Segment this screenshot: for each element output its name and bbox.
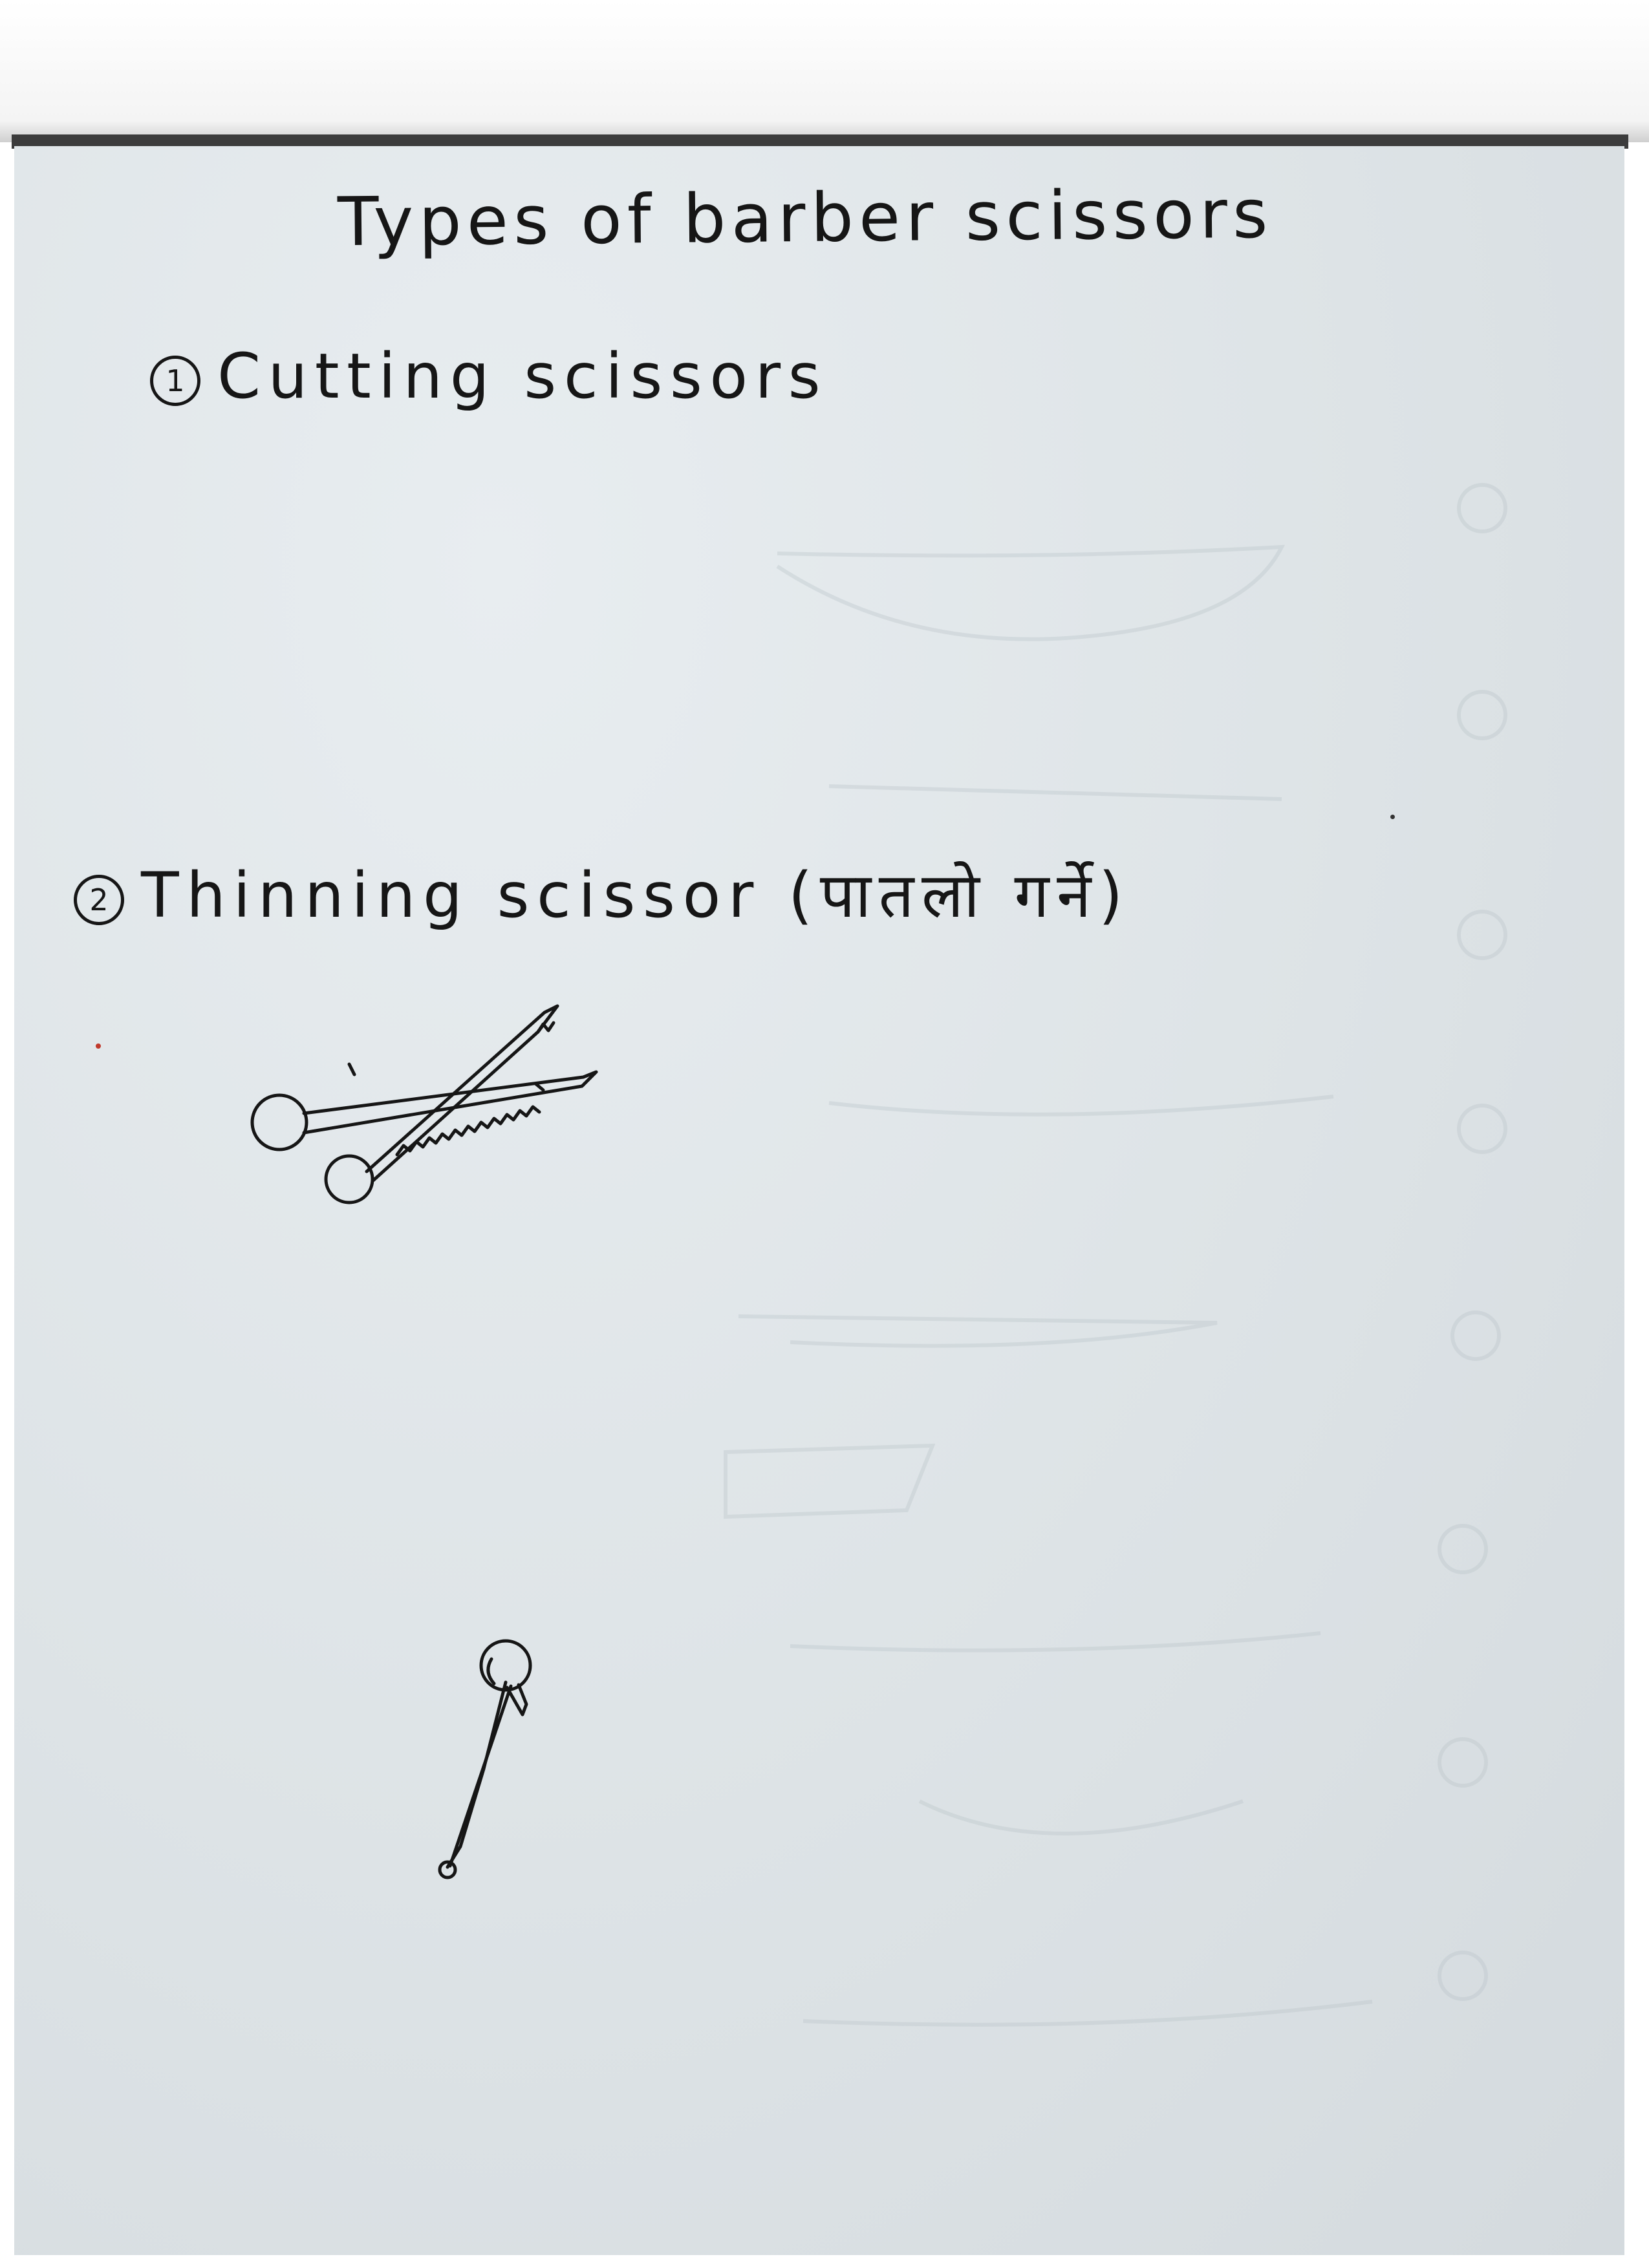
scanner-background (0, 0, 1649, 142)
ink-dot (96, 1043, 101, 1049)
page-title: Types of barber scissors (337, 174, 1274, 262)
ink-dot (1390, 815, 1395, 819)
notebook-paper (14, 146, 1624, 2255)
thinning-scissor-sketch (234, 987, 635, 1206)
item-label: Cutting scissors (217, 340, 828, 412)
item-number: 1 (150, 356, 200, 406)
item-number: 2 (74, 875, 124, 925)
list-item-thinning-scissor (74, 851, 1130, 936)
list-item-cutting-scissors (150, 340, 828, 412)
item-label: Thinning scissor (पातलो गर्ने) (141, 859, 1130, 932)
closed-scissor-sketch (422, 1633, 564, 1892)
